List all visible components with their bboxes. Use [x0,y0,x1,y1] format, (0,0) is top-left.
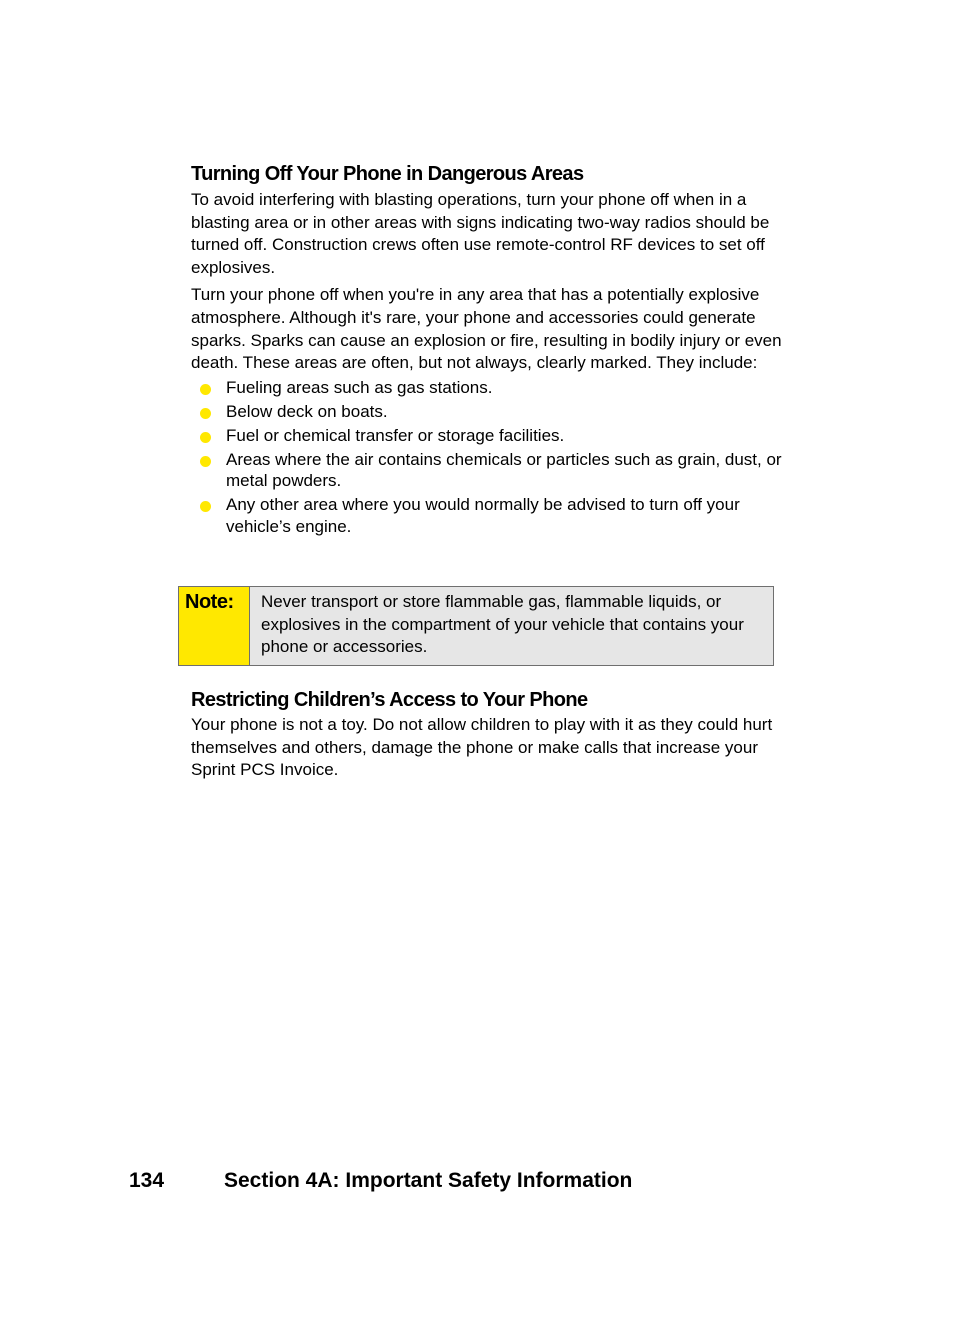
bullet-icon [200,384,211,395]
bullet-icon [200,501,211,512]
list-item-text: Fueling areas such as gas stations. [226,377,493,397]
section-heading: Turning Off Your Phone in Dangerous Areas [191,163,584,185]
body-paragraph: To avoid interfering with blasting operations, turn your phone off when in a blasting area or in other areas with signs indicating two-way radios should be turned off. Construction crews often use remote-control RF devices to set off explosives. [191,190,770,277]
bullet-icon [200,408,211,419]
list-item [191,449,791,492]
note-label: Note: [179,587,250,665]
note-box [178,586,774,666]
list-item [191,377,791,399]
list-item [191,494,791,537]
list-item-text: Fuel or chemical transfer or storage facilities. [226,425,565,445]
list-item-text: Any other area where you would normally be advised to turn off your vehicle’s engine. [226,495,740,536]
note-text: Never transport or store flammable gas, flammable liquids, or explosives in the compartment of your vehicle that contains your phone or accessories. [250,587,773,665]
section-children-access [191,686,791,782]
body-paragraph: Your phone is not a toy. Do not allow children to play with it as they could hurt themselves and others, damage the phone or make calls that increase your Sprint PCS Invoice. [191,715,773,780]
page-number: 134 [129,1169,165,1192]
footer-section-title: Section 4A: Important Safety Information [224,1169,633,1192]
bullet-list [191,377,791,538]
list-item [191,425,791,447]
list-item-text: Below deck on boats. [226,401,388,421]
list-item-text: Areas where the air contains chemicals or particles such as grain, dust, or metal powders. [226,449,782,491]
body-paragraph: Turn your phone off when you're in any area that has a potentially explosive atmosphere. Although it's rare, your phone and accessories could generate sparks. Sparks can cause an explosion or fire, resulting in bodily injury or even death. These areas are often, but not always, clearly marked. They include: [191,285,782,373]
list-item [191,401,791,423]
section-heading: Restricting Children’s Access to Your Phone [191,689,588,711]
bullet-icon [200,432,211,443]
section-dangerous-areas [191,160,791,540]
bullet-icon [200,456,211,467]
